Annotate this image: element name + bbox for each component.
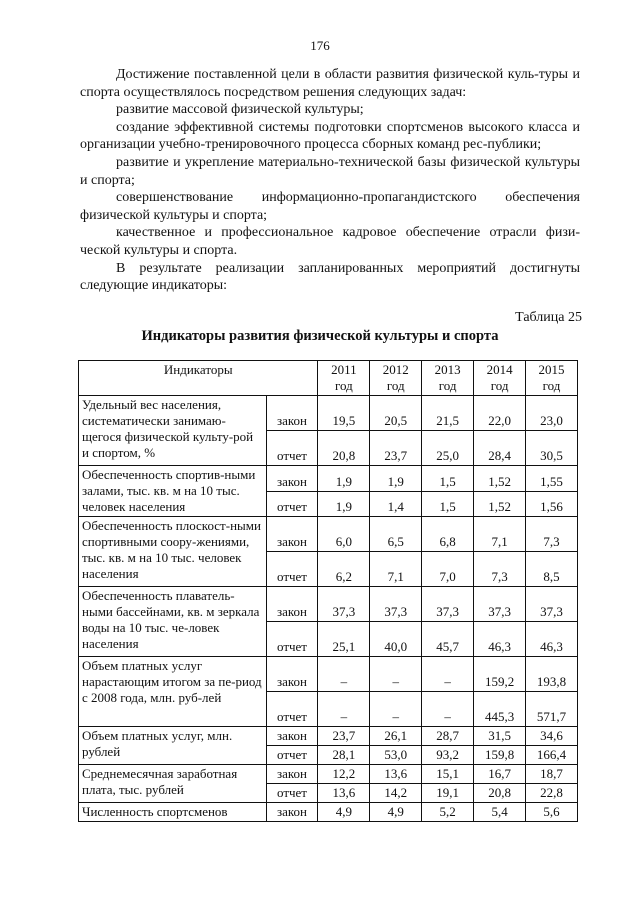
value-cell: 20,5 [370,396,422,431]
table-row [79,727,578,746]
table-row [79,517,578,552]
value-cell: 34,6 [526,727,578,746]
value-cell: 159,8 [474,746,526,765]
value-cell: 93,2 [422,746,474,765]
value-cell: 16,7 [474,765,526,784]
value-cell: – [370,657,422,692]
value-cell: 1,5 [422,491,474,517]
indicator-name: Удельный вес населения, систематически занимаю-щегося физической культу-рой и спортом, % [79,396,267,466]
value-cell: 20,8 [318,431,370,466]
paragraph: В результате реализации запланированных мероприятий достигнуты следующие индикаторы: [80,260,580,294]
table-row [79,765,578,784]
value-cell: 4,9 [318,803,370,822]
table-caption: Таблица 25 [515,310,582,325]
value-cell: 1,55 [526,466,578,492]
value-cell: 22,8 [526,784,578,803]
value-cell: 14,2 [370,784,422,803]
value-cell: 40,0 [370,622,422,657]
value-cell: 445,3 [474,692,526,727]
value-cell: – [422,657,474,692]
value-cell: 1,4 [370,491,422,517]
value-cell: 12,2 [318,765,370,784]
row-type: отчет [266,622,318,657]
table-row [79,657,578,692]
value-cell: 46,3 [526,622,578,657]
value-cell: 28,7 [422,727,474,746]
value-cell: 571,7 [526,692,578,727]
value-cell: 26,1 [370,727,422,746]
header-year: 2013 год [422,361,474,396]
row-type: закон [266,517,318,552]
value-cell: 53,0 [370,746,422,765]
row-type: отчет [266,431,318,466]
row-type: отчет [266,746,318,765]
table-header-row [79,361,578,396]
indicator-name: Численность спортсменов [79,803,267,822]
paragraph: качественное и профессиональное кадровое обеспечение отрасли физи-ческой культуры и спорта. [80,225,580,258]
value-cell: – [318,657,370,692]
row-type: закон [266,396,318,431]
value-cell: – [370,692,422,727]
value-cell: – [318,692,370,727]
value-cell: 1,5 [422,466,474,492]
indicator-name: Обеспеченность спортив-ными залами, тыс. кв. м на 10 тыс. человек населения [79,466,267,517]
header-indicators: Индикаторы [79,361,318,396]
value-cell: 37,3 [370,587,422,622]
value-cell: 45,7 [422,622,474,657]
table-row [79,587,578,622]
value-cell: 7,3 [474,552,526,587]
value-cell: 8,5 [526,552,578,587]
paragraph: Достижение поставленной цели в области развития физической куль-туры и спорта осуществлялось посредством решения следующих задач: [80,67,580,100]
value-cell: 37,3 [422,587,474,622]
header-year: 2014 год [474,361,526,396]
header-year: 2011 год [318,361,370,396]
table-row [79,396,578,431]
indicator-name: Обеспеченность плаватель-ными бассейнами, кв. м зеркала воды на 10 тыс. че-ловек населения [79,587,267,657]
value-cell: 5,2 [422,803,474,822]
row-type: закон [266,466,318,492]
value-cell: 19,1 [422,784,474,803]
body-text [80,66,580,295]
paragraph: развитие и укрепление материально-технической базы физической культуры и спорта; [80,154,580,188]
value-cell: 7,1 [370,552,422,587]
indicator-name: Среднемесячная заработная плата, тыс. рублей [79,765,267,803]
value-cell: 21,5 [422,396,474,431]
row-type: отчет [266,784,318,803]
value-cell: 1,52 [474,466,526,492]
indicator-name: Объем платных услуг нарастающим итогом за пе-риод с 2008 года, млн. руб-лей [79,657,267,727]
value-cell: 4,9 [370,803,422,822]
row-type: закон [266,657,318,692]
value-cell: 31,5 [474,727,526,746]
value-cell: 159,2 [474,657,526,692]
value-cell: 46,3 [474,622,526,657]
header-year: 2015 год [526,361,578,396]
value-cell: 7,0 [422,552,474,587]
indicator-name: Обеспеченность плоскост-ными спортивными соору-жениями, тыс. кв. м на 10 тыс. человек населения [79,517,267,587]
row-type: закон [266,727,318,746]
value-cell: 1,9 [318,466,370,492]
row-type: закон [266,765,318,784]
value-cell: 37,3 [318,587,370,622]
value-cell: 193,8 [526,657,578,692]
row-type: отчет [266,692,318,727]
value-cell: 23,7 [370,431,422,466]
value-cell: 20,8 [474,784,526,803]
row-type: отчет [266,552,318,587]
value-cell: 19,5 [318,396,370,431]
value-cell: 1,52 [474,491,526,517]
value-cell: 7,3 [526,517,578,552]
value-cell: – [422,692,474,727]
value-cell: 23,0 [526,396,578,431]
value-cell: 13,6 [370,765,422,784]
row-type: закон [266,587,318,622]
value-cell: 37,3 [474,587,526,622]
value-cell: 22,0 [474,396,526,431]
value-cell: 25,1 [318,622,370,657]
paragraph: создание эффективной системы подготовки спортсменов высокого класса и организации учебно-тренировочного процесса сборных команд рес-публики; [80,119,580,153]
value-cell: 7,1 [474,517,526,552]
value-cell: 30,5 [526,431,578,466]
value-cell: 37,3 [526,587,578,622]
value-cell: 6,5 [370,517,422,552]
row-type: закон [266,803,318,822]
value-cell: 13,6 [318,784,370,803]
value-cell: 1,9 [370,466,422,492]
value-cell: 5,6 [526,803,578,822]
header-year: 2012 год [370,361,422,396]
table-row [79,803,578,822]
value-cell: 28,1 [318,746,370,765]
page-number: 176 [310,38,330,53]
value-cell: 6,0 [318,517,370,552]
table-title: Индикаторы развития физической культуры и спорта [141,328,499,344]
value-cell: 6,2 [318,552,370,587]
value-cell: 1,9 [318,491,370,517]
value-cell: 166,4 [526,746,578,765]
value-cell: 28,4 [474,431,526,466]
row-type: отчет [266,491,318,517]
value-cell: 18,7 [526,765,578,784]
indicators-table [78,360,578,822]
value-cell: 5,4 [474,803,526,822]
value-cell: 1,56 [526,491,578,517]
paragraph: совершенствование информационно-пропагандистского обеспечения физической культуры и спорта; [80,190,580,223]
table-row [79,466,578,492]
value-cell: 15,1 [422,765,474,784]
value-cell: 25,0 [422,431,474,466]
paragraph: развитие массовой физической культуры; [116,102,364,118]
value-cell: 6,8 [422,517,474,552]
indicator-name: Объем платных услуг, млн. рублей [79,727,267,765]
value-cell: 23,7 [318,727,370,746]
